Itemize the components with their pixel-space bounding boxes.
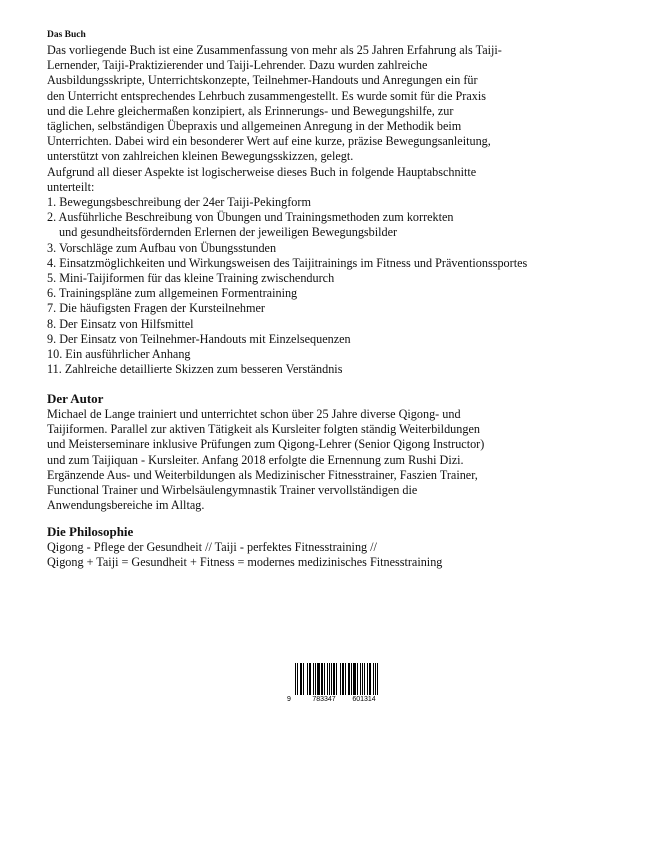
barcode-left-group: 783347 <box>312 696 336 703</box>
book-intro <box>47 43 627 195</box>
book-sections-list <box>47 195 627 377</box>
book-heading: Das Buch <box>47 30 86 40</box>
list-item: 10. Ein ausführlicher Anhang <box>47 347 191 362</box>
philosophy-line: Qigong + Taiji = Gesundheit + Fitness = modernes medizinisches Fitnesstraining <box>47 555 443 570</box>
section-spacer <box>47 513 627 524</box>
author-bio-line: Functional Trainer und Wirbelsäulengymnastik Trainer vervollständigen die <box>47 482 418 497</box>
isbn-barcode <box>287 663 387 704</box>
author-bio <box>47 407 627 513</box>
author-bio-line: und zum Taijiquan - Kursleiter. Anfang 2018 erfolgte die Ernennung zum Rushi Dizi. <box>47 452 464 467</box>
list-item: 2. Ausführliche Beschreibung von Übungen und Trainingsmethoden zum korrekten <box>47 210 454 225</box>
barcode-bar <box>377 663 378 695</box>
list-item: und gesundheitsfördernden Erlernen der jeweiligen Bewegungsbilder <box>59 225 398 240</box>
list-item: 7. Die häufigsten Fragen der Kursteilnehmer <box>47 301 265 316</box>
list-item: 1. Bewegungsbeschreibung der 24er Taiji-Pekingform <box>47 195 311 210</box>
book-intro-line: Aufgrund all dieser Aspekte ist logischerweise dieses Buch in folgende Hauptabschnitte <box>47 164 477 179</box>
author-bio-line: und Meisterseminare inklusive Prüfungen zum Qigong-Lehrer (Senior Qigong Instructor) <box>47 437 485 452</box>
book-intro-line: unterstützt von zahlreichen kleinen Bewegungsskizzen, gelegt. <box>47 149 354 164</box>
list-item: 3. Vorschläge zum Aufbau von Übungsstunden <box>47 240 277 255</box>
book-intro-line: Das vorliegende Buch ist eine Zusammenfassung von mehr als 25 Jahren Erfahrung als Taiji- <box>47 43 502 57</box>
book-intro-line: unterteilt: <box>47 179 95 194</box>
author-heading: Der Autor <box>47 391 104 407</box>
book-intro-line: täglichen, selbständigen Übepraxis und allgemeinen Anregung in der Methodik beim <box>47 119 462 134</box>
list-item: 4. Einsatzmöglichkeiten und Wirkungsweisen des Taijitrainings im Fitness und Präventionssportes <box>47 255 528 270</box>
list-item: 9. Der Einsatz von Teilnehmer-Handouts mit Einzelsequenzen <box>47 331 351 346</box>
book-intro-line: Unterrichten. Dabei wird ein besonderer Wert auf eine kurze, präzise Bewegungsanleitung, <box>47 134 491 149</box>
philosophy-line: Qigong - Pflege der Gesundheit // Taiji - perfektes Fitnesstraining // <box>47 539 377 554</box>
book-intro-line: und die Lehre gleichermaßen konzipiert, als Erinnerungs- und Bewegungshilfe, zur <box>47 103 454 118</box>
list-item: 6. Trainingspläne zum allgemeinen Formentraining <box>47 286 298 301</box>
author-bio-line: Michael de Lange trainiert und unterrichtet schon über 25 Jahre diverse Qigong- und <box>47 406 461 421</box>
book-intro-line: Ausbildungsskripte, Unterrichtskonzepte, Teilnehmer-Handouts und Anregungen ein für <box>47 73 478 88</box>
barcode-bars <box>287 663 387 695</box>
barcode-digits <box>287 695 387 704</box>
barcode-first-digit: 9 <box>287 696 291 703</box>
barcode-right-group: 601314 <box>352 696 376 703</box>
author-bio-line: Ergänzende Aus- und Weiterbildungen als Medizinischer Fitnesstrainer, Faszien Trainer, <box>47 467 478 482</box>
list-item: 8. Der Einsatz von Hilfsmittel <box>47 316 194 331</box>
book-intro-line: Lernender, Taiji-Praktizierender und Taiji-Lehrender. Dazu wurden zahlreiche <box>47 58 428 73</box>
section-spacer <box>47 377 627 391</box>
back-cover-text <box>47 28 627 570</box>
philosophy-heading: Die Philosophie <box>47 524 134 540</box>
author-bio-line: Taijiformen. Parallel zur aktiven Tätigkeit als Kursleiter folgten ständig Weiterbildungen <box>47 422 480 437</box>
author-bio-line: Anwendungsbereiche im Alltag. <box>47 498 205 513</box>
list-item: 5. Mini-Taijiformen für das kleine Training zwischendurch <box>47 271 335 286</box>
philosophy-text <box>47 540 627 570</box>
list-item: 11. Zahlreiche detaillierte Skizzen zum besseren Verständnis <box>47 362 343 377</box>
book-intro-line: den Unterricht entsprechendes Lehrbuch zusammengestellt. Es wurde somit für die Praxis <box>47 88 486 103</box>
